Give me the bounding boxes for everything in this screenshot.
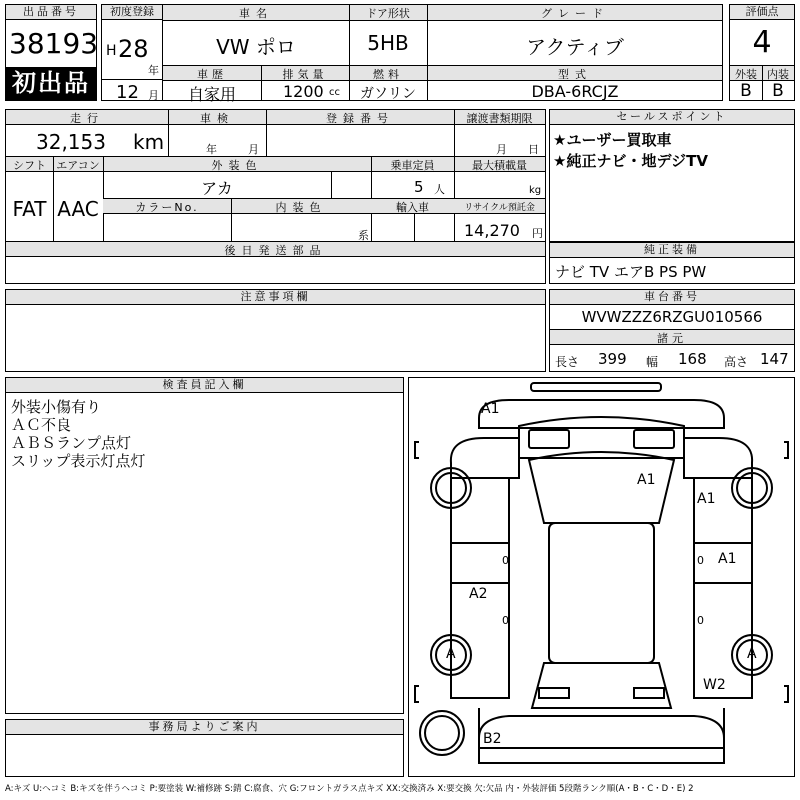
sales-point-1: ★ユーザー買取車 — [553, 131, 672, 149]
door-label: ドア形状 — [366, 7, 410, 20]
equipment-label: 純正装備 — [550, 242, 794, 258]
color-label: 外装色 — [211, 159, 263, 172]
score: 4 — [752, 25, 772, 60]
insp-year-unit: 年 — [206, 143, 217, 156]
details-block — [5, 109, 546, 284]
int-label: 内装 — [767, 68, 789, 81]
displacement: 1200 — [283, 82, 324, 101]
color: アカ — [201, 179, 233, 198]
inspector-line-2: ＡＣ不良 — [11, 416, 72, 434]
mark-hood: A1 — [637, 472, 656, 488]
inspector-line-3: ＡＢＳランプ点灯 — [11, 434, 132, 452]
displacement-label: 排気量 — [282, 68, 328, 81]
mark-rear: B2 — [483, 731, 502, 747]
inspector-label: 検査員記入欄 — [6, 378, 403, 393]
damage-diagram — [408, 377, 795, 777]
recycle-label: リサイクル預託金 — [464, 203, 535, 213]
ext-score: B — [740, 81, 752, 101]
reg-year: 28 — [118, 35, 149, 63]
equipment-box — [549, 242, 795, 284]
chassis-number: WVWZZZ6RZGU010566 — [581, 308, 763, 326]
car-name: VW ポロ — [216, 35, 296, 59]
svg-text:0: 0 — [697, 554, 704, 567]
sales-points-box — [549, 109, 795, 242]
recycle-unit: 円 — [532, 227, 543, 240]
chassis-label: 車台番号 — [550, 290, 794, 305]
reg-label: 初度登録 — [102, 5, 162, 20]
recycle-amount: 14,270 — [464, 221, 520, 240]
load-unit: kg — [529, 185, 542, 196]
capacity: 5 — [414, 178, 424, 196]
inspector-box — [5, 377, 404, 714]
capacity-unit: 人 — [434, 183, 445, 196]
chassis-box — [549, 289, 795, 372]
mark-right-front-wheel: A — [747, 646, 757, 662]
dims-label: 諸元 — [657, 332, 687, 345]
lot-label: 出品番号 — [6, 5, 96, 20]
fuel-label: 燃料 — [373, 68, 403, 81]
mileage-unit: km — [133, 130, 165, 154]
reg-box — [101, 4, 163, 101]
mark-left-door: A2 — [469, 586, 488, 602]
load-label: 最大積載量 — [472, 159, 527, 172]
reg-month: 12 — [116, 82, 139, 103]
length: 399 — [598, 350, 627, 368]
insp-month-unit: 月 — [248, 143, 259, 156]
inspector-line-1: 外装小傷有り — [11, 398, 102, 416]
month-unit: 月 — [148, 89, 159, 102]
inspector-line-4: スリップ表示灯点灯 — [11, 452, 146, 470]
office-label: 事務局よりご案内 — [6, 720, 403, 735]
equipment-list: ナビ TV エアB PS PW — [555, 263, 707, 281]
svg-text:0: 0 — [697, 614, 704, 627]
score-box — [729, 4, 795, 101]
height: 147 — [760, 350, 789, 368]
mileage: 32,153 — [36, 130, 106, 154]
mark-left-front-wheel: A — [446, 646, 456, 662]
score-label: 評価点 — [730, 5, 794, 20]
import-label: 輸入車 — [396, 201, 429, 214]
carname-label: 車名 — [239, 7, 273, 20]
mark-right-front-fender: A1 — [697, 491, 716, 507]
car-outline — [409, 378, 794, 776]
notes-box — [5, 289, 546, 372]
height-label: 高さ — [724, 355, 749, 369]
ext-label: 外装 — [735, 68, 757, 81]
mileage-label: 走行 — [70, 112, 104, 125]
fuel: ガソリン — [360, 86, 416, 102]
car-block — [163, 4, 723, 104]
door-type: 5HB — [367, 31, 409, 55]
sales-point-2: ★純正ナビ・地デジTV — [553, 152, 708, 170]
later-parts-label: 後日発送部品 — [224, 244, 327, 257]
mark-right-door: A1 — [718, 551, 737, 567]
year-unit: 年 — [148, 64, 159, 77]
svg-text:0: 0 — [502, 554, 509, 567]
grade-label: グレード — [541, 7, 609, 20]
mark-right-rear: W2 — [703, 677, 726, 693]
inspection-label: 車検 — [200, 112, 234, 125]
office-box — [5, 719, 404, 777]
ac-type: AAC — [57, 197, 99, 221]
shift-label: シフト — [13, 159, 46, 172]
int-score: B — [772, 81, 784, 101]
mark-front: A1 — [481, 401, 500, 417]
legend: A:キズ U:ヘコミ B:キズを伴うヘコミ P:要塗装 W:補修跡 S:錆 C:腐食、穴 G:フロントガラス点キズ XX:交換済み X:要交換 欠:欠品 内・外装評価 5段階ランク順(A・B・C・D・E) 2 — [5, 784, 694, 794]
model-label: 型式 — [558, 68, 592, 81]
ac-label: エアコン — [56, 159, 100, 172]
svg-text:0: 0 — [502, 614, 509, 627]
era: H — [106, 43, 117, 59]
displacement-unit: cc — [329, 87, 340, 98]
colorno-label: カラーNo. — [135, 201, 199, 214]
transfer-month-unit: 月 — [496, 143, 507, 156]
interior-unit: 系 — [358, 229, 369, 242]
transfer-day-unit: 日 — [528, 143, 539, 156]
notes-label: 注意事項欄 — [6, 290, 545, 305]
regno-label: 登録番号 — [326, 112, 394, 125]
width: 168 — [678, 350, 707, 368]
history: 自家用 — [187, 85, 236, 104]
transfer-label: 譲渡書類期限 — [466, 112, 533, 125]
capacity-label: 乗車定員 — [390, 159, 435, 172]
lot-number: 38193 — [9, 27, 99, 60]
length-label: 長さ — [555, 355, 580, 369]
model: DBA-6RCJZ — [531, 82, 619, 101]
first-listing-badge: 初出品 — [6, 67, 96, 100]
lot-box — [5, 4, 97, 101]
history-label: 車歴 — [197, 68, 227, 81]
grade: アクティブ — [526, 35, 624, 59]
shift: FAT — [12, 197, 47, 221]
width-label: 幅 — [646, 355, 659, 369]
sales-points-label: セールスポイント — [550, 110, 794, 125]
interior-label: 内装色 — [275, 201, 327, 214]
